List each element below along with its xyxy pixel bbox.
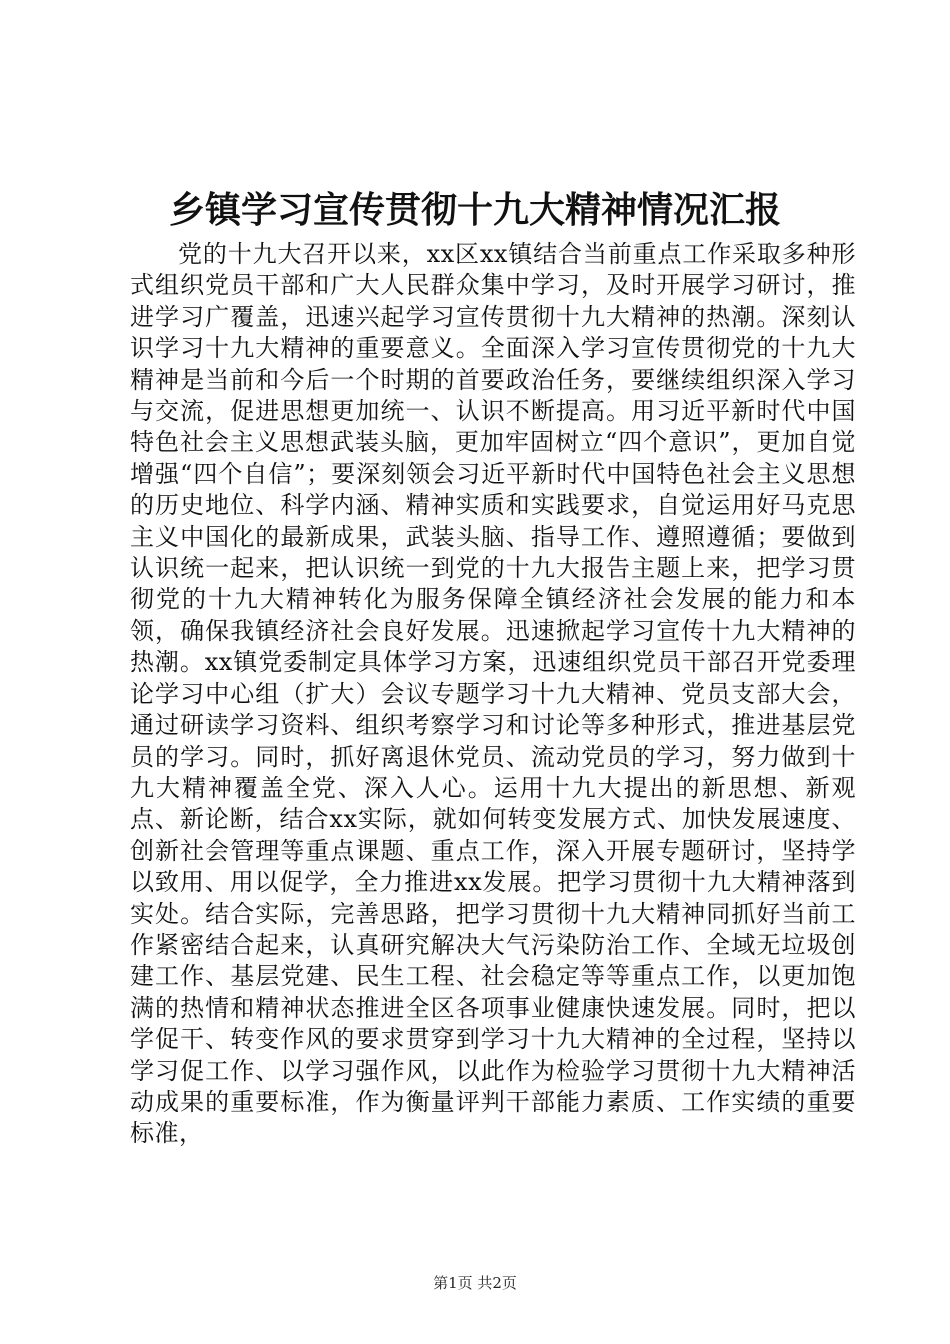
body-paragraph: 党的十九大召开以来，xx区xx镇结合当前重点工作采取多种形式组织党员干部和广大人民群众集中学习，及时开展学习研讨，推进学习广覆盖，迅速兴起学习宣传贯彻十九大精神的热潮。深刻认识学习十九大精神的重要意义。全面深入学习宣传贯彻党的十九大精神是当前和今后一个时期的首要政治任务，要继续组织深入学习与交流，促进思想更加统一、认识不断提高。用习近平新时代中国特色社会主义思想武装头脑，更加牢固树立“四个意识”，更加自觉增强“四个自信”；要深刻领会习近平新时代中国特色社会主义思想的历史地位、科学内涵、精神实质和实践要求，自觉运用好马克思主义中国化的最新成果，武装头脑、指导工作、遵照遵循；要做到认识统一起来，把认识统一到党的十九大报告主题上来，把学习贯彻党的十九大精神转化为服务保障全镇经济社会发展的能力和本领，确保我镇经济社会良好发展。迅速掀起学习宣传十九大精神的热潮。xx镇党委制定具体学习方案，迅速组织党员干部召开党委理论学习中心组（扩大）会议专题学习十九大精神、党员支部大会，通过研读学习资料、组织考察学习和讨论等多种形式，推进基层党员的学习。同时，抓好离退休党员、流动党员的学习，努力做到十九大精神覆盖全党、深入人心。运用十九大提出的新思想、新观点、新论断，结合xx实际，就如何转变发展方式、加快发展速度、创新社会管理等重点课题、重点工作，深入开展专题研讨，坚持学以致用、用以促学，全力推进xx发展。把学习贯彻十九大精神落到实处。结合实际，完善思路，把学习贯彻十九大精神同抓好当前工作紧密结合起来，认真研究解决大气污染防治工作、全域无垃圾创建工作、基层党建、民生工程、社会稳定等等重点工作，以更加饱满的热情和精神状态推进全区各项事业健康快速发展。同时，把以学促干、转变作风的要求贯穿到学习十九大精神的全过程，坚持以学习促工作、以学习强作风，以此作为检验学习贯彻十九大精神活动成果的重要标准，作为衡量评判干部能力素质、工作实绩的重要标准， <box>130 240 856 1148</box>
page-number: 第1页 共2页 <box>433 1274 517 1292</box>
document-title: 乡镇学习宣传贯彻十九大精神情况汇报 <box>168 189 781 231</box>
